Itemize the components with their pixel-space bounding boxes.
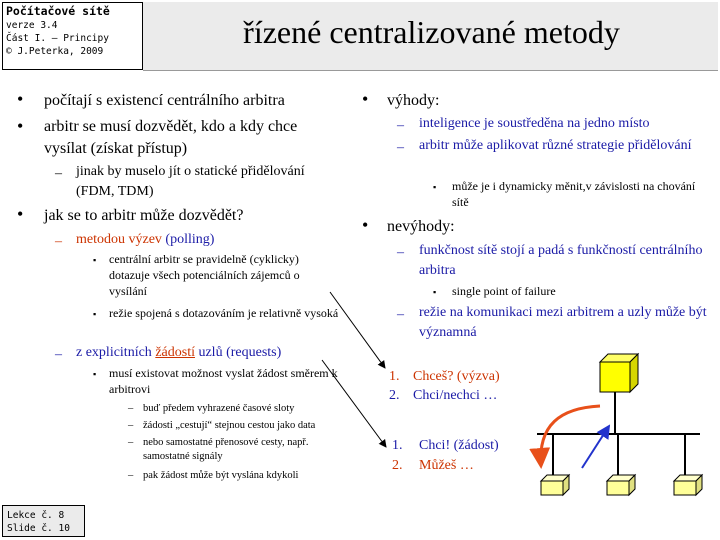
lecture-number: Lekce č. 8 xyxy=(7,510,65,521)
square-bullet-icon: ▪ xyxy=(93,255,97,265)
square-bullet-icon: ▪ xyxy=(433,287,437,297)
right-dis2: režie na komunikaci mezi arbitrem a uzly může být významná xyxy=(419,305,707,340)
arbiter-cube-icon xyxy=(600,354,638,392)
bullet-icon: • xyxy=(17,204,24,224)
dash-icon: – xyxy=(55,166,62,181)
left-l3b1a: buď předem vyhrazené časové sloty xyxy=(143,403,295,414)
right-adv2: arbitr může aplikovat různé strategie přidělování xyxy=(419,138,692,153)
request-pointer-arrow xyxy=(322,360,386,447)
dash-icon: – xyxy=(128,437,134,448)
right-advantages: výhody: xyxy=(387,92,440,109)
bullet-icon: • xyxy=(17,116,24,136)
polling-term: (polling) xyxy=(165,232,215,247)
right-dis1: funkčnost sítě stojí a padá s funkčností centrálního arbitra xyxy=(419,243,703,278)
dash-icon: – xyxy=(128,403,134,414)
copyright: © J.Peterka, 2009 xyxy=(6,46,104,57)
dash-icon: – xyxy=(128,420,134,431)
poll-step1-text: Chceš? (výzva) xyxy=(413,369,500,384)
req-step2-text: Můžeš … xyxy=(419,458,474,473)
square-bullet-icon: ▪ xyxy=(93,309,97,319)
left-l3b1: musí existovat možnost vyslat žádost směrem k arbitrovi xyxy=(109,366,338,396)
version: verze 3.4 xyxy=(6,20,58,31)
bullet-icon: • xyxy=(17,89,24,109)
poll-step2-text: Chci/nechci … xyxy=(413,388,498,403)
left-l3: jak se to arbitr může dozvědět? xyxy=(44,207,244,224)
poll-step1-number: 1. xyxy=(389,369,400,384)
right-adv2a: může je i dynamicky měnit,v závislosti na chování sítě xyxy=(452,179,696,209)
left-l1: počítají s existencí centrálního arbitra xyxy=(44,92,285,109)
left-l2: arbitr se musí dozvědět, kdo a kdy chce vysílat (získat přístup) xyxy=(44,118,298,157)
req-step2-number: 2. xyxy=(392,458,403,473)
course-name: Počítačové sítě xyxy=(6,4,110,18)
square-bullet-icon: ▪ xyxy=(433,182,437,192)
polling-pointer-arrow xyxy=(330,292,385,368)
node-cube-icon xyxy=(674,475,702,495)
req-step1-text: Chci! (žádost) xyxy=(419,438,499,453)
requests-word: žádostí xyxy=(155,345,195,360)
slide-title: řízené centralizované metody xyxy=(243,14,620,50)
slide-number: Slide č. 10 xyxy=(7,523,70,534)
dash-icon: – xyxy=(397,307,404,322)
node-cube-icon xyxy=(607,475,635,495)
poll-step2-number: 2. xyxy=(389,388,400,403)
left-l3b1d: pak žádost může být vyslána kdykoli xyxy=(143,470,299,481)
req-step1-number: 1. xyxy=(392,438,403,453)
dash-icon: – xyxy=(397,118,404,133)
bullet-icon: • xyxy=(362,215,369,235)
dash-icon: – xyxy=(55,347,62,362)
right-dis1a: single point of failure xyxy=(452,284,556,298)
request-arrow xyxy=(582,426,609,468)
left-l3b1b: žádosti „cestují“ stejnou cestou jako data xyxy=(143,420,316,431)
requests-pre: z explicitních xyxy=(76,345,152,360)
left-l3a1: centrální arbitr se pravidelně (cyklicky) dotazuje všech potenciálních zájemců o vysílání xyxy=(109,252,300,298)
requests-post: uzlů (requests) xyxy=(198,345,282,360)
dash-icon: – xyxy=(397,140,404,155)
node-cube-icon xyxy=(541,475,569,495)
part: Část I. – Principy xyxy=(6,33,109,44)
dash-icon: – xyxy=(397,245,404,260)
left-l3a2: režie spojená s dotazováním je relativně vysoká xyxy=(109,306,339,320)
right-disadvantages: nevýhody: xyxy=(387,218,455,235)
left-l3b1c: nebo samostatné přenosové cesty, např. samostatné signály xyxy=(143,437,309,462)
right-adv1: inteligence je soustředěna na jedno místo xyxy=(419,116,650,131)
dash-icon: – xyxy=(55,234,62,249)
footer-box xyxy=(2,505,85,537)
bullet-icon: • xyxy=(362,89,369,109)
left-l2a: jinak by muselo jít o statické přidělování (FDM, TDM) xyxy=(76,164,305,199)
square-bullet-icon: ▪ xyxy=(93,369,97,379)
polling-method: metodou výzev xyxy=(76,232,162,247)
polling-arrow xyxy=(541,406,600,466)
dash-icon: – xyxy=(128,470,134,481)
